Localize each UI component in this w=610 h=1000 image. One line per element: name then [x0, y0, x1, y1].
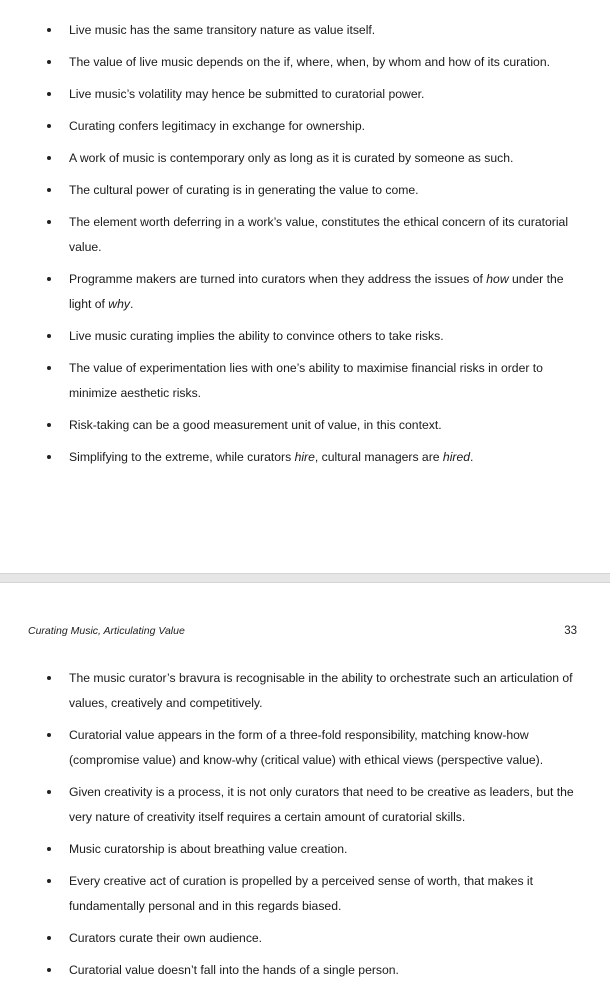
bullet-list-upper [0, 18, 610, 477]
emphasis-how: how [486, 272, 509, 286]
bullet-icon [47, 277, 51, 281]
bullet-icon [47, 220, 51, 224]
list-item: Live music’s volatility may hence be submitted to curatorial power. [0, 82, 610, 107]
list-item: Live music curating implies the ability to convince others to take risks. [0, 324, 610, 349]
bullet-icon [47, 92, 51, 96]
document-page-lower [0, 583, 610, 1000]
bullet-icon [47, 968, 51, 972]
page-separator [0, 573, 610, 583]
page-number: 33 [564, 625, 577, 637]
bullet-icon [47, 676, 51, 680]
bullet-icon [47, 936, 51, 940]
bullet-list-lower [0, 666, 610, 990]
list-item: Live music has the same transitory nature as value itself. [0, 18, 610, 43]
bullet-icon [47, 423, 51, 427]
bullet-icon [47, 366, 51, 370]
list-item: Curating confers legitimacy in exchange for ownership. [0, 114, 610, 139]
list-item: Risk-taking can be a good measurement unit of value, in this context. [0, 413, 610, 438]
bullet-icon [47, 28, 51, 32]
bullet-icon [47, 124, 51, 128]
list-item: The music curator’s bravura is recognisable in the ability to orchestrate such an articulation of values, creatively and competitively. [0, 666, 610, 716]
bullet-icon [47, 334, 51, 338]
list-item: Curatorial value appears in the form of a three-fold responsibility, matching know-how (compromise value) and know-why (critical value) with ethical views (perspective value). [0, 723, 610, 773]
bullet-icon [47, 790, 51, 794]
emphasis-why: why [108, 297, 130, 311]
list-item: Music curatorship is about breathing value creation. [0, 837, 610, 862]
emphasis-hired: hired [442, 450, 471, 464]
list-item: Simplifying to the extreme, while curators hire, cultural managers are hired. [0, 445, 610, 470]
bullet-icon [47, 60, 51, 64]
list-item: The value of live music depends on the if, where, when, by whom and how of its curation. [0, 50, 610, 75]
running-header: Curating Music, Articulating Value [28, 625, 185, 637]
list-item: The value of experimentation lies with one’s ability to maximise financial risks in order to minimize aesthetic risks. [0, 356, 610, 406]
bullet-icon [47, 156, 51, 160]
emphasis-hire: hire [294, 450, 315, 464]
list-item: Curators curate their own audience. [0, 926, 610, 951]
bullet-icon [47, 879, 51, 883]
bullet-icon [47, 455, 51, 459]
list-item: Given creativity is a process, it is not only curators that need to be creative as leaders, but the very nature of creativity itself requires a certain amount of curatorial skills. [0, 780, 610, 830]
bullet-icon [47, 847, 51, 851]
list-item: The element worth deferring in a work’s value, constitutes the ethical concern of its curatorial value. [0, 210, 610, 260]
list-item: A work of music is contemporary only as long as it is curated by someone as such. [0, 146, 610, 171]
list-item: Every creative act of curation is propelled by a perceived sense of worth, that makes it fundamentally personal and in this regards biased. [0, 869, 610, 919]
bullet-icon [47, 188, 51, 192]
list-item: Programme makers are turned into curators when they address the issues of how under the light of why. [0, 267, 610, 317]
list-item: The cultural power of curating is in generating the value to come. [0, 178, 610, 203]
list-item: Curatorial value doesn’t fall into the hands of a single person. [0, 958, 610, 983]
bullet-icon [47, 733, 51, 737]
